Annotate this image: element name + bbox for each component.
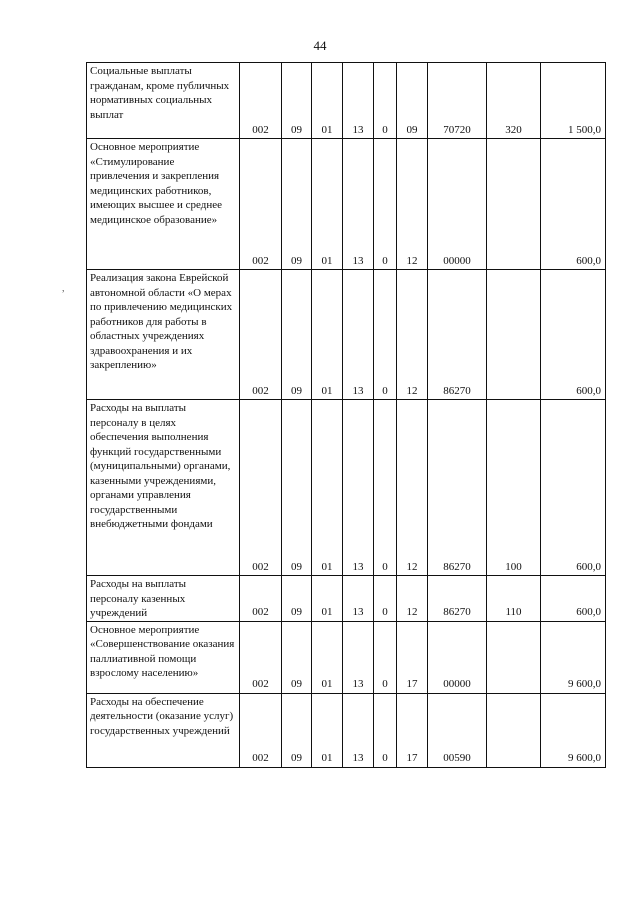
table-row	[87, 400, 606, 576]
program-cell: 13	[343, 270, 374, 400]
subsection-cell: 01	[312, 693, 343, 767]
subprogram-cell: 0	[374, 139, 397, 270]
subprogram-cell: 0	[374, 400, 397, 576]
subprogram-cell: 0	[374, 693, 397, 767]
subprogram-cell: 0	[374, 63, 397, 139]
subsection-cell: 01	[312, 270, 343, 400]
program-cell: 13	[343, 693, 374, 767]
row-name: Расходы на обеспечение деятельности (оказание услуг) государственных учреждений	[87, 693, 240, 767]
expense-type-cell	[487, 693, 541, 767]
subprogram-cell: 0	[374, 270, 397, 400]
expense-type-cell	[487, 621, 541, 693]
admin-code-cell: 002	[240, 576, 282, 622]
subprogram-cell: 0	[374, 576, 397, 622]
section-cell: 09	[282, 576, 312, 622]
admin-code-cell: 002	[240, 621, 282, 693]
amount-cell: 9 600,0	[541, 693, 606, 767]
budget-table	[86, 62, 606, 768]
subsection-cell: 01	[312, 576, 343, 622]
page-number: 44	[313, 38, 327, 53]
expense-type-cell	[487, 139, 541, 270]
admin-code-cell: 002	[240, 693, 282, 767]
direction-cell: 00000	[428, 139, 487, 270]
table-row	[87, 63, 606, 139]
subsection-cell: 01	[312, 63, 343, 139]
row-name: Расходы на выплаты персоналу в целях обеспечения выполнения функций государственными (муниципальными) органами, казенными учреждениями, органами управления государственными внебюджетными фондами	[87, 400, 240, 576]
subprogram-cell: 0	[374, 621, 397, 693]
amount-cell: 600,0	[541, 139, 606, 270]
section-cell: 09	[282, 270, 312, 400]
program-cell: 13	[343, 621, 374, 693]
activity-cell: 09	[397, 63, 428, 139]
table-row	[87, 693, 606, 767]
subsection-cell: 01	[312, 139, 343, 270]
row-name: Основное мероприятие «Совершенствование оказания паллиативной помощи взрослому населению»	[87, 621, 240, 693]
activity-cell: 12	[397, 400, 428, 576]
admin-code-cell: 002	[240, 400, 282, 576]
direction-cell: 86270	[428, 270, 487, 400]
table-row	[87, 139, 606, 270]
activity-cell: 17	[397, 621, 428, 693]
table-row	[87, 576, 606, 622]
amount-cell: 1 500,0	[541, 63, 606, 139]
program-cell: 13	[343, 576, 374, 622]
expense-type-cell	[487, 270, 541, 400]
direction-cell: 00590	[428, 693, 487, 767]
activity-cell: 12	[397, 270, 428, 400]
expense-type-cell: 100	[487, 400, 541, 576]
activity-cell: 17	[397, 693, 428, 767]
program-cell: 13	[343, 400, 374, 576]
row-name: Расходы на выплаты персоналу казенных учреждений	[87, 576, 240, 622]
activity-cell: 12	[397, 576, 428, 622]
expense-type-cell: 320	[487, 63, 541, 139]
section-cell: 09	[282, 63, 312, 139]
admin-code-cell: 002	[240, 63, 282, 139]
scan-artifact-mark: ,	[62, 283, 65, 294]
subsection-cell: 01	[312, 400, 343, 576]
direction-cell: 00000	[428, 621, 487, 693]
program-cell: 13	[343, 139, 374, 270]
amount-cell: 600,0	[541, 400, 606, 576]
expense-type-cell: 110	[487, 576, 541, 622]
activity-cell: 12	[397, 139, 428, 270]
amount-cell: 600,0	[541, 270, 606, 400]
direction-cell: 70720	[428, 63, 487, 139]
section-cell: 09	[282, 139, 312, 270]
amount-cell: 600,0	[541, 576, 606, 622]
table-row	[87, 621, 606, 693]
row-name: Социальные выплаты гражданам, кроме публичных нормативных социальных выплат	[87, 63, 240, 139]
section-cell: 09	[282, 400, 312, 576]
direction-cell: 86270	[428, 576, 487, 622]
row-name: Реализация закона Еврейской автономной области «О мерах по привлечению медицинских работников для работы в областных учреждениях здравоохранения и их закреплению»	[87, 270, 240, 400]
table-row	[87, 270, 606, 400]
direction-cell: 86270	[428, 400, 487, 576]
section-cell: 09	[282, 693, 312, 767]
row-name: Основное мероприятие «Стимулирование привлечения и закрепления медицинских работников, имеющих высшее и среднее медицинское образование»	[87, 139, 240, 270]
admin-code-cell: 002	[240, 139, 282, 270]
admin-code-cell: 002	[240, 270, 282, 400]
program-cell: 13	[343, 63, 374, 139]
subsection-cell: 01	[312, 621, 343, 693]
section-cell: 09	[282, 621, 312, 693]
amount-cell: 9 600,0	[541, 621, 606, 693]
